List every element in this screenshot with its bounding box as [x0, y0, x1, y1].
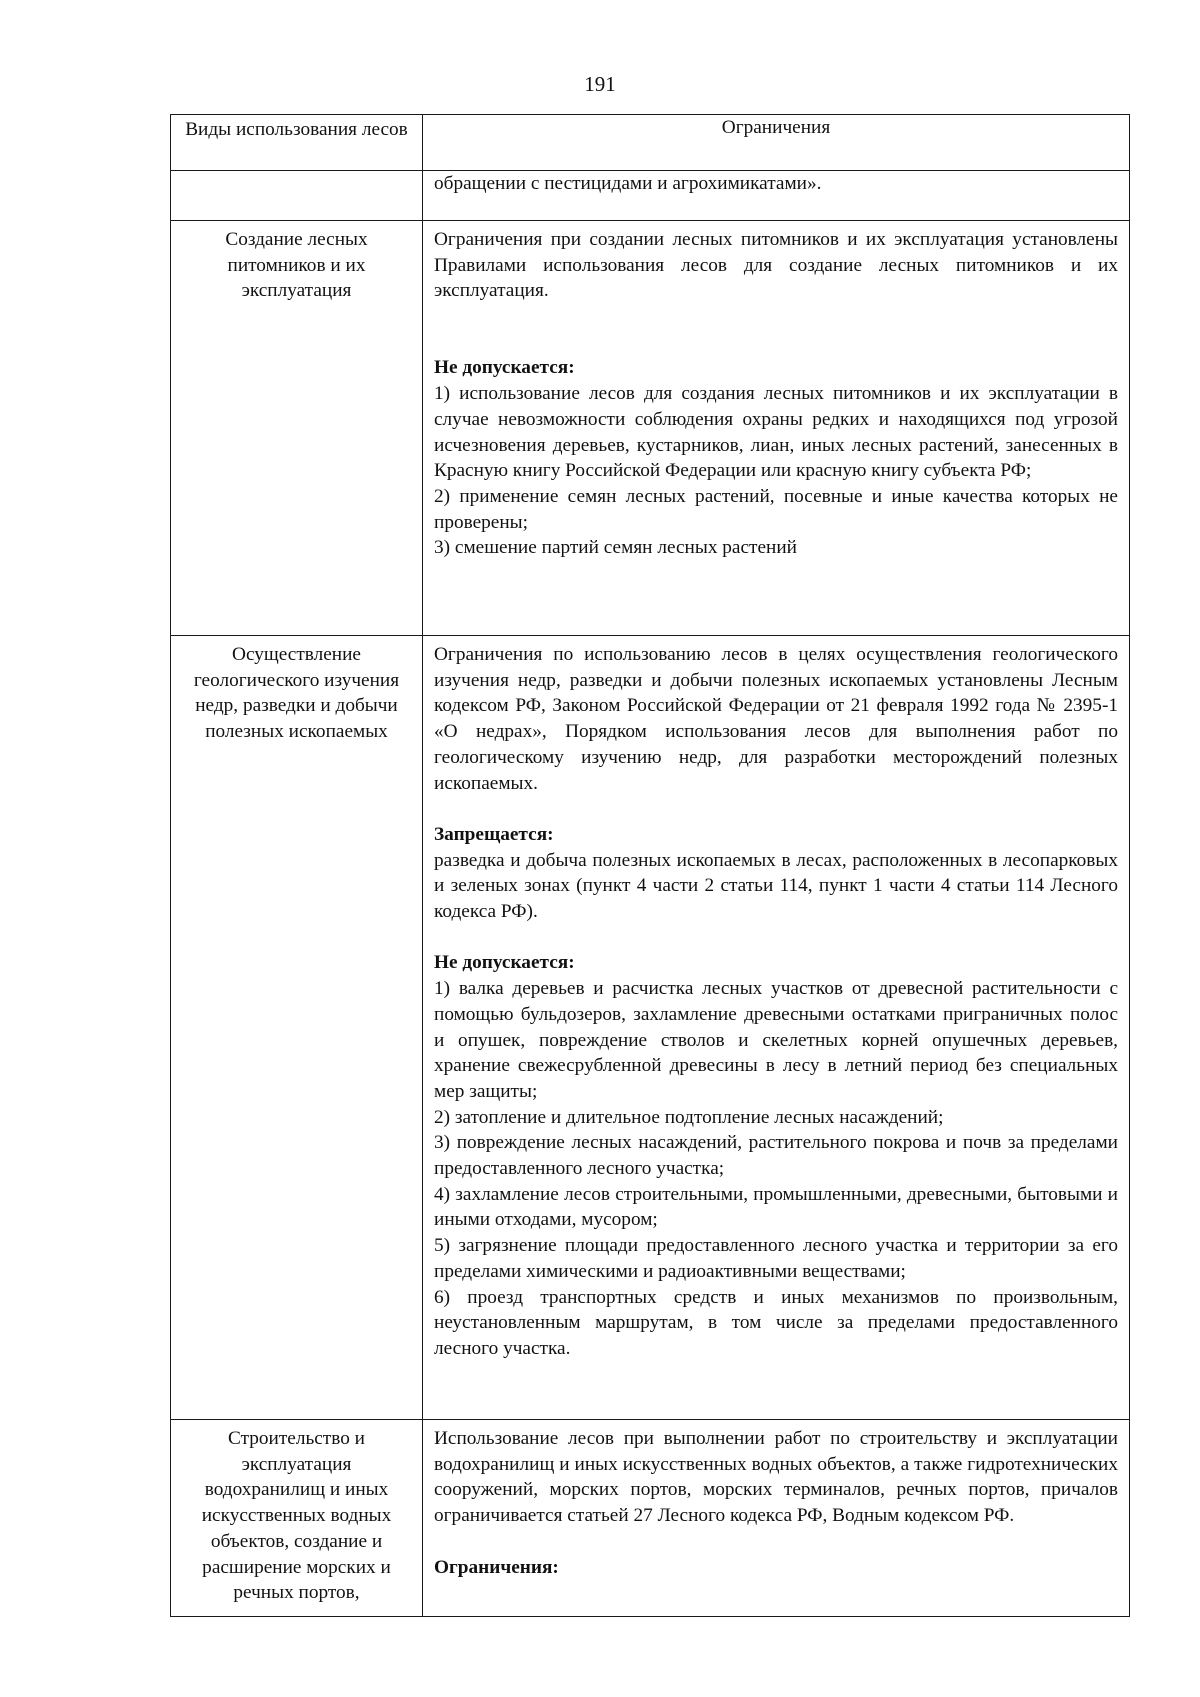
list-item: 3) повреждение лесных насаждений, растительного покрова и почв за пределами предоставленного лесного участка; — [434, 1132, 1118, 1180]
header-restrictions: Ограничения — [423, 115, 1130, 171]
forbidden-heading: Запрещается: — [434, 823, 554, 845]
forbidden-text: разведка и добыча полезных ископаемых в лесах, расположенных в лесопарковых и зеленых зонах (пункт 4 части 2 статьи 114, пункт 1 части 4 статьи 114 Лесного кодекса РФ). — [434, 849, 1118, 923]
header-forest-use-types: Виды использования лесов — [171, 115, 423, 171]
list-item: 2) затопление и длительное подтопление лесных насаждений; — [434, 1106, 944, 1128]
restrictions-cell — [423, 636, 1130, 1420]
table-row — [171, 221, 1130, 636]
page-number: 191 — [584, 72, 616, 96]
table-row — [171, 1420, 1130, 1617]
list-item: 5) загрязнение площади предоставленного лесного участка и территории за его пределами химическими и радиоактивными веществами; — [434, 1235, 1118, 1282]
intro-text: Ограничения при создании лесных питомников и их эксплуатация установлены Правилами использования лесов для создание лесных питомников и их эксплуатация. — [434, 229, 1118, 302]
prohibited-heading: Не допускается: — [434, 357, 575, 379]
intro-text: Использование лесов при выполнении работ по строительству и эксплуатации водохранилищ и иных искусственных водных объектов, а также гидротехнических сооружений, морских портов, морских терминалов, речных портов, причалов ограничивается статьей 27 Лесного кодекса РФ, Водным кодексом РФ. — [434, 1428, 1118, 1527]
restrictions-heading: Ограничения: — [434, 1556, 559, 1578]
list-item: 1) использование лесов для создания лесных питомников и их эксплуатации в случае невозможности соблюдения охраны редких и находящихся под угрозой исчезновения деревьев, кустарников, лиан, иных лесных растений, занесенных в Красную книгу Российской Федерации или красную книгу субъекта РФ; — [434, 383, 1118, 482]
list-item: 4) захламление лесов строительными, промышленными, древесными, бытовыми и иными отходами, мусором; — [434, 1183, 1118, 1231]
use-type-cell: Строительство и эксплуатация водохранилищ и иных искусственных водных объектов, создание и расширение морских и речных портов, — [171, 1420, 423, 1617]
continuation-text: обращении с пестицидами и агрохимикатами». — [423, 171, 1130, 221]
list-item: 1) валка деревьев и расчистка лесных участков от древесной растительности с помощью бульдозеров, захламление древесными остатками приграничных полос и опушек, повреждение стволов и скелетных корней опушечных деревьев, хранение свежесрубленной древесины в лесу в летний период без специальных мер защиты; — [434, 978, 1118, 1102]
intro-text: Ограничения по использованию лесов в целях осуществления геологического изучения недр, разведки и добычи полезных ископаемых установлены Лесным кодексом РФ, Законом Российской Федерации от 21 февраля 1992 года № 2395-1 «О недрах», Порядком использования лесов для выполнения работ по геологическому изучению недр, для разработки месторождений полезных ископаемых. — [434, 644, 1118, 794]
restrictions-cell — [423, 221, 1130, 636]
list-item: 2) применение семян лесных растений, посевные и иные качества которых не проверены; — [434, 486, 1118, 533]
use-type-cell: Осуществление геологического изучения недр, разведки и добычи полезных ископаемых — [171, 636, 423, 1420]
continuation-empty-cell — [171, 171, 423, 221]
prohibited-heading: Не допускается: — [434, 952, 575, 974]
restrictions-cell — [423, 1420, 1130, 1617]
list-item: 3) смешение партий семян лесных растений — [434, 537, 797, 559]
list-item: 6) проезд транспортных средств и иных механизмов по произвольным, неустановленным маршрутам, в том числе за пределами предоставленного лесного участка. — [434, 1286, 1118, 1359]
restrictions-table — [170, 114, 1130, 1617]
table-row — [171, 636, 1130, 1420]
use-type-cell: Создание лесных питомников и их эксплуатация — [171, 221, 423, 636]
table-header-row — [171, 115, 1130, 171]
table-row-continuation — [171, 171, 1130, 221]
